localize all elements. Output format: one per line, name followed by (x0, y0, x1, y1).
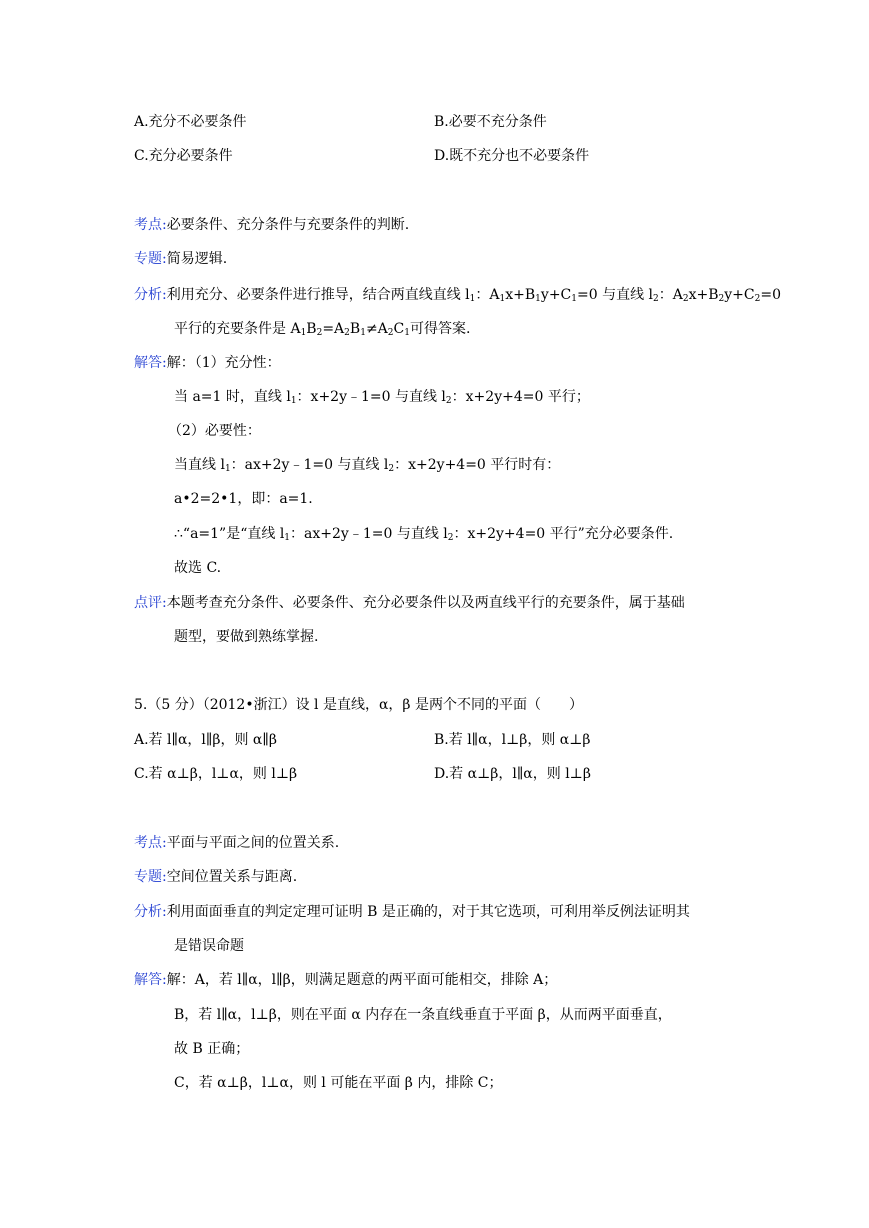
dianping-tag: 点评: (134, 595, 167, 611)
q4-option-b: B.必要不充分条件 (434, 114, 547, 130)
kaodian-tag: 考点: (134, 835, 167, 851)
q4-dianping-line1 (134, 596, 685, 610)
fenxi-text: ：A (658, 287, 683, 303)
fenxi-text: x+B (505, 287, 536, 303)
subscript: 2 (447, 533, 454, 543)
fenxi-text: =A (322, 321, 345, 337)
q4-jieda-line6 (174, 527, 673, 541)
fenxi-text: =0 与直线 l (577, 287, 654, 303)
subscript: 2 (387, 328, 394, 338)
zhuanti-text: 简易逻辑. (166, 251, 228, 267)
fenxi-text: ：A (475, 287, 500, 303)
subscript: 1 (571, 294, 577, 304)
q4-jieda-line2 (174, 390, 590, 404)
subscript: 1 (290, 396, 297, 406)
fenxi-text: 平行的充要条件是 A (174, 321, 301, 337)
fenxi-text: x+B (688, 287, 719, 303)
subscript: 2 (718, 294, 725, 304)
kaodian-text: 必要条件、充分条件与充要条件的判断. (166, 217, 410, 233)
q5-jieda-line3: 故 B 正确； (174, 1041, 250, 1057)
kaodian-tag: 考点: (134, 217, 167, 233)
subscript: 2 (388, 464, 395, 474)
q4-kaodian (134, 218, 409, 232)
subscript: 2 (344, 328, 350, 338)
jieda-tag: 解答: (134, 355, 167, 371)
q5-option-d: D.若 α⊥β，l∥α，则 l⊥β (434, 766, 591, 782)
q4-jieda-line3: （2）必要性： (168, 423, 261, 439)
q4-jieda-line1 (134, 356, 281, 370)
q5-stem: 5.（5 分）（2012•浙江）设 l 是直线，α，β 是两个不同的平面（ ） (134, 697, 583, 713)
jieda-text: ：ax+2y﹣1=0 与直线 l (230, 457, 389, 473)
fenxi-text: 利用面面垂直的判定定理可证明 B 是正确的，对于其它选项，可利用举反例法证明其 (166, 904, 690, 920)
subscript: 2 (445, 396, 452, 406)
q4-fenxi-line1 (134, 288, 781, 302)
subscript: 2 (316, 328, 323, 338)
q5-zhuanti (134, 870, 297, 884)
q5-option-b: B.若 l∥α，l⊥β，则 α⊥β (434, 732, 591, 748)
q5-jieda-line4: C，若 α⊥β，l⊥α，则 l 可能在平面 β 内，排除 C； (174, 1075, 503, 1091)
jieda-text: ：x+2y﹣1=0 与直线 l (296, 389, 446, 405)
subscript: 1 (404, 328, 410, 338)
fenxi-text: y+C (724, 287, 755, 303)
fenxi-text: y+C (540, 287, 572, 303)
q5-jieda-line1 (134, 973, 557, 987)
q4-jieda-line4 (174, 458, 560, 472)
q5-fenxi-line2: 是错误命题 (174, 938, 244, 954)
kaodian-text: 平面与平面之间的位置关系. (166, 835, 340, 851)
fenxi-text: 利用充分、必要条件进行推导，结合两直线直线 l (166, 287, 470, 303)
fenxi-tag: 分析: (134, 904, 167, 920)
fenxi-text: ≠A (365, 321, 388, 337)
jieda-text: 解：A，若 l∥α，l∥β，则满足题意的两平面可能相交，排除 A； (166, 972, 558, 988)
jieda-text: 解：（1）充分性： (166, 355, 281, 371)
fenxi-tag: 分析: (134, 287, 167, 303)
q5-option-c: C.若 α⊥β，l⊥α，则 l⊥β (134, 766, 298, 782)
subscript: 1 (300, 328, 307, 338)
jieda-tag: 解答: (134, 972, 167, 988)
zhuanti-tag: 专题: (134, 251, 167, 267)
subscript: 1 (224, 464, 231, 474)
subscript: 2 (754, 294, 761, 304)
q4-option-c: C.充分必要条件 (134, 148, 233, 164)
jieda-text: ：x+2y+4=0 平行”充分必要条件. (453, 526, 674, 542)
fenxi-text: B (306, 321, 317, 337)
q4-fenxi-line2 (174, 322, 470, 336)
dianping-text: 本题考查充分条件、必要条件、充分必要条件以及两直线平行的充要条件，属于基础 (166, 595, 685, 611)
subscript: 2 (653, 294, 659, 304)
fenxi-text: C (393, 321, 405, 337)
q5-kaodian (134, 836, 339, 850)
q4-jieda-line7: 故选 C. (174, 560, 222, 576)
zhuanti-text: 空间位置关系与距离. (166, 869, 298, 885)
subscript: 1 (499, 294, 506, 304)
jieda-text: ：x+2y+4=0 平行； (451, 389, 590, 405)
jieda-text: 当 a=1 时，直线 l (174, 389, 291, 405)
fenxi-text: =0 (760, 287, 781, 303)
q5-jieda-line2: B，若 l∥α，l⊥β，则在平面 α 内存在一条直线垂直于平面 β，从而两平面垂直， (174, 1007, 672, 1023)
subscript: 1 (360, 328, 366, 338)
fenxi-text: B (349, 321, 361, 337)
subscript: 1 (284, 533, 291, 543)
q4-option-d: D.既不充分也不必要条件 (434, 148, 590, 164)
subscript: 2 (682, 294, 689, 304)
q5-fenxi-line1 (134, 905, 690, 919)
jieda-text: ∴“a=1”是“直线 l (174, 526, 285, 542)
subscript: 1 (535, 294, 541, 304)
jieda-text: 当直线 l (174, 457, 225, 473)
q4-jieda-line5: a•2=2•1，即：a=1. (174, 491, 313, 507)
q4-option-a: A.充分不必要条件 (134, 114, 247, 130)
jieda-text: ：ax+2y﹣1=0 与直线 l (290, 526, 448, 542)
q5-option-a: A.若 l∥α，l∥β，则 α∥β (134, 732, 277, 748)
q4-zhuanti (134, 252, 227, 266)
fenxi-text: 可得答案. (409, 321, 471, 337)
subscript: 1 (469, 294, 476, 304)
q4-dianping-line2: 题型，要做到熟练掌握. (174, 629, 319, 645)
zhuanti-tag: 专题: (134, 869, 167, 885)
jieda-text: ：x+2y+4=0 平行时有： (394, 457, 561, 473)
